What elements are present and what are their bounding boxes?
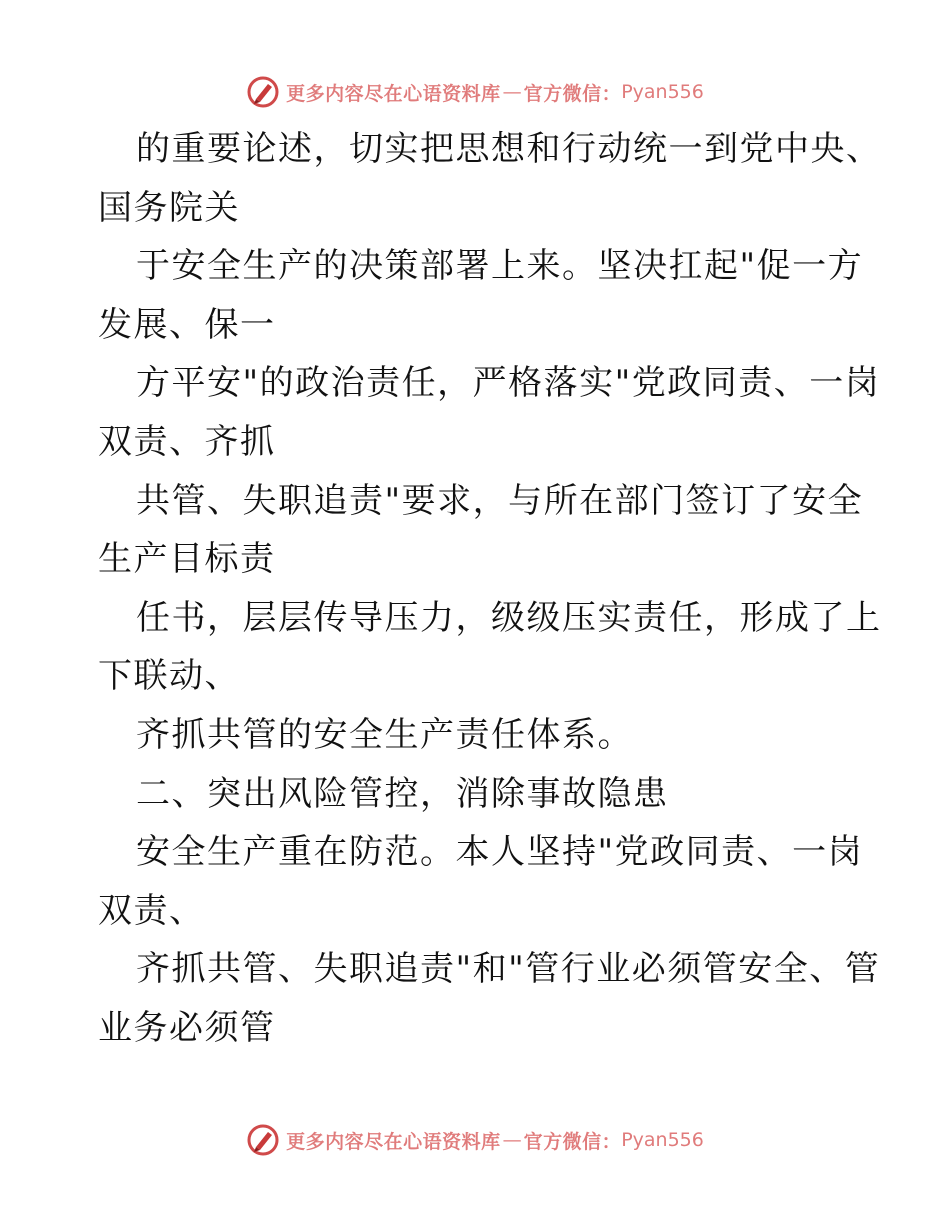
- text-line: 双责、: [98, 890, 205, 931]
- watermark-dash: —: [502, 81, 522, 103]
- watermark-text: 更多内容尽在心语资料库: [286, 1130, 501, 1153]
- watermark-label: 官方微信：: [523, 82, 622, 105]
- text-line: 于安全生产的决策部署上来。坚决扛起"促一方: [136, 246, 864, 287]
- text-line: 国务院关: [98, 187, 240, 228]
- watermark-text: 更多内容尽在心语资料库: [286, 82, 501, 105]
- text-line: 共管、失职追责"要求，与所在部门签订了安全: [136, 480, 864, 521]
- text-line: 的重要论述，切实把思想和行动统一到党中央、: [136, 129, 882, 169]
- pen-logo-icon: [246, 1123, 280, 1157]
- text-line: 发展、保一: [98, 304, 276, 345]
- text-line: 齐抓共管、失职追责"和"管行业必须管安全、管: [136, 949, 881, 990]
- watermark-id: Pyan556: [621, 1129, 704, 1151]
- text-line: 齐抓共管的安全生产责任体系。: [136, 714, 633, 755]
- text-line: 生产目标责: [98, 539, 276, 580]
- text-line: 安全生产重在防范。本人坚持"党政同责、一岗: [136, 832, 864, 873]
- text-line: 业务必须管: [98, 1007, 276, 1048]
- watermark-label: 官方微信：: [523, 1130, 622, 1153]
- text-line: 任书，层层传导压力，级级压实责任，形成了上: [136, 597, 882, 638]
- watermark-dash: —: [502, 1129, 522, 1151]
- document-body: [98, 120, 888, 1058]
- header-watermark: [0, 72, 950, 112]
- watermark-id: Pyan556: [621, 81, 704, 103]
- text-line: 双责、齐抓: [98, 421, 276, 462]
- footer-watermark: [0, 1120, 950, 1160]
- text-line: 方平安"的政治责任，严格落实"党政同责、一岗: [136, 363, 881, 404]
- pen-logo-icon: [246, 75, 280, 109]
- text-line: 下联动、: [98, 656, 240, 697]
- section-heading: 二、突出风险管控，消除事故隐患: [136, 773, 669, 814]
